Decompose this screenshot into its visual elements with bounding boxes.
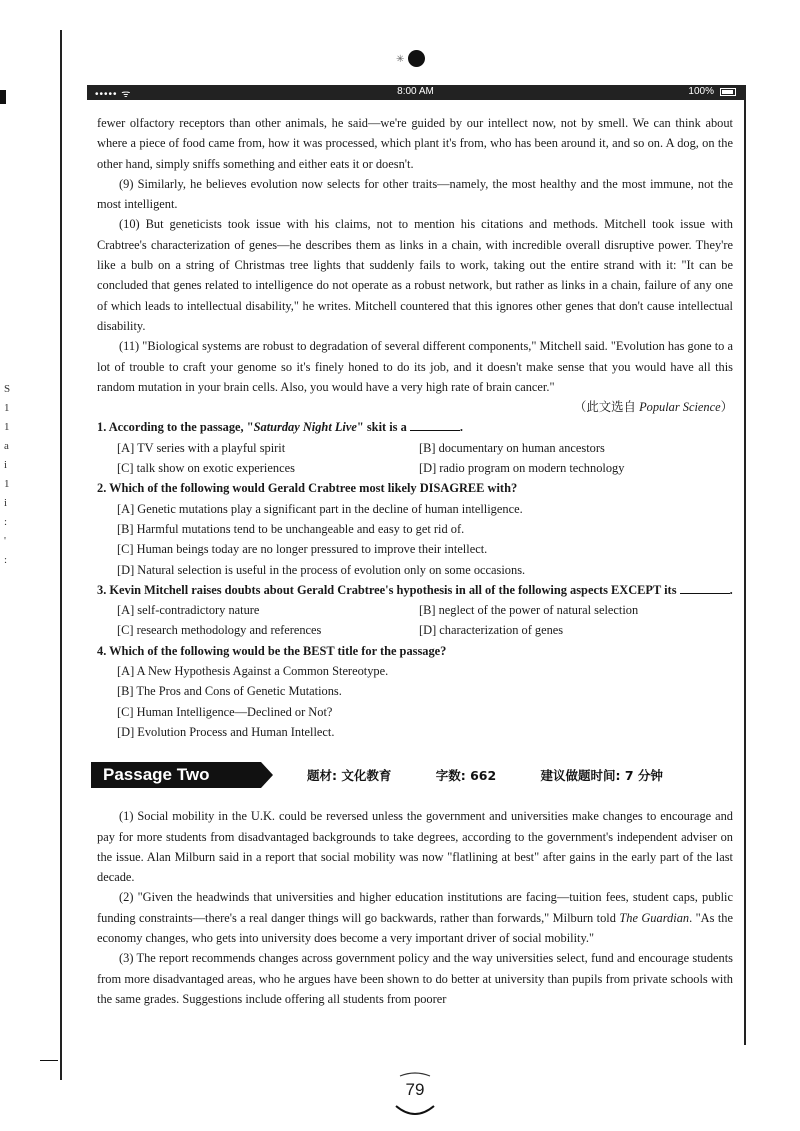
passage-two-paragraph-3: (3) The report recommends changes across government policy and the way universities select, fund and encourage students from more disadvantaged areas, who he argues have been shown to do better at university than pupils from private schools with the same grades. Suggestions include offering all students from poorer [97,951,733,1006]
option-c[interactable]: [C] Human beings today are no longer pressured to improve their intellect. [117,542,488,557]
battery-icon [720,88,736,96]
passage-suggested-time: 建议做题时间: 7 分钟 [540,768,663,784]
option-a[interactable]: [A] self-contradictory nature [117,603,260,618]
option-c[interactable]: [C] talk show on exotic experiences [117,461,295,476]
paragraph-10: (10) But geneticists took issue with his claims, not to mention his citations and methods. Mitchell took issue with Crabtree's characterization of genes—he describes them as links in a chain, with incredible overall disruptive power. They're like a bulb on a string of Christmas tree lights that suddenly fails to work, taking out the entire strand with it: "It can be concluded that genes related to intelligence do not operate as a robust network, but rather as links in a chain, failure of any one of which leads to intellectual disability," he writes. Mitchell countered that this ignores other genes that don't cause intellectual disability. [97,217,733,333]
scan-binding-line [60,30,62,1080]
device-status-bar [87,85,744,100]
status-time: 8:00 AM [397,86,434,97]
gutter-marks: S 1 1 a i 1 i : ' : [4,383,11,566]
question-2: 2. Which of the following would Gerald Crabtree most likely DISAGREE with? [97,481,518,496]
paragraph-9: (9) Similarly, he believes evolution now selects for other traits—namely, the most healthy and the most immune, not the most intelligent. [97,176,733,212]
paragraph-11: (11) "Biological systems are robust to degradation of several different components," Mitchell said. "Evolution has gone to a lot of trouble to craft your genome so it's finely honed to do its job, and it doesn't make sense that you would have all this random mutation in your brain cells. Also, you would have a very high rate of brain cancer." [97,339,733,394]
question-3-options-row [97,620,733,640]
battery-percent: 100% [688,86,714,97]
scan-rule-mark [40,1060,58,1061]
scan-edge-mark [0,90,6,104]
answer-blank [680,582,730,594]
question-1: 1. According to the passage, "Saturday Night Live" skit is a . [97,420,464,435]
option-d[interactable]: [D] characterization of genes [419,623,564,638]
passage-two-paragraph-1: (1) Social mobility in the U.K. could be reversed unless the government and universities make changes to encourage and pay for more students from disadvantaged backgrounds to take degrees, according to the government's independent adviser on the issue. Alan Milburn said in a report that social mobility was now "flatlining at best" after gains in the early part of the last decade. [97,809,733,885]
option-a[interactable]: [A] Genetic mutations play a significant part in the decline of human intelligence. [117,501,523,516]
option-d[interactable]: [D] radio program on modern technology [419,461,625,476]
option-c[interactable]: [C] research methodology and references [117,623,322,638]
question-4: 4. Which of the following would be the BEST title for the passage? [97,643,447,658]
passage-two-header [97,762,733,788]
passage-word-count: 字数: 662 [435,768,497,784]
passage-two-paragraph-2: (2) "Given the headwinds that universities and higher education institutions are facing—tuition fees, student caps, public funding constraints—there's a real danger things will go backwards, rather than forwards," Milburn told The Guardian. "As the economy changes, who gets into university does become a very important driver of social mobility." [97,890,733,945]
passage-two-banner: Passage Two [91,762,261,788]
option-b[interactable]: [B] Harmful mutations tend to be unchangeable and easy to get rid of. [117,521,465,536]
signal-icon: ••••• ᯤ [95,89,132,100]
option-a[interactable]: [A] A New Hypothesis Against a Common Stereotype. [117,664,389,679]
source-citation: （此文选自 Popular Science） [574,400,733,415]
option-b[interactable]: [B] The Pros and Cons of Genetic Mutations. [117,684,342,699]
passage-topic: 题材: 文化教育 [307,768,392,784]
passage-meta [307,766,703,786]
page-number: 79 [405,1080,425,1099]
page-content [97,113,733,1009]
decoration-asterisk-icon: ✳ [396,54,405,65]
option-d[interactable]: [D] Evolution Process and Human Intellect. [117,724,335,739]
question-3: 3. Kevin Mitchell raises doubts about Gerald Crabtree's hypothesis in all of the following aspects EXCEPT its . [97,582,733,597]
banner-arrow-icon [261,762,273,788]
question-1-options-row [97,458,733,478]
camera-dot-icon [408,50,425,67]
answer-blank [410,419,460,431]
device-frame-edge [744,85,746,1045]
option-a[interactable]: [A] TV series with a playful spirit [117,440,286,455]
question-1-options-row [97,438,733,458]
option-b[interactable]: [B] documentary on human ancestors [419,440,605,455]
option-c[interactable]: [C] Human Intelligence—Declined or Not? [117,704,333,719]
paragraph-continued: fewer olfactory receptors than other animals, he said—we're guided by our intellect now, not by smell. We can think about where a piece of food came from, how it was processed, which plant it's from, who has been around it, and so on. A dog, on the other hand, simply sniffs something and either eats it or doesn't. [97,116,733,171]
option-d[interactable]: [D] Natural selection is useful in the process of evolution only on some occasions. [117,562,526,577]
option-b[interactable]: [B] neglect of the power of natural selection [419,603,639,618]
question-3-options-row [97,600,733,620]
